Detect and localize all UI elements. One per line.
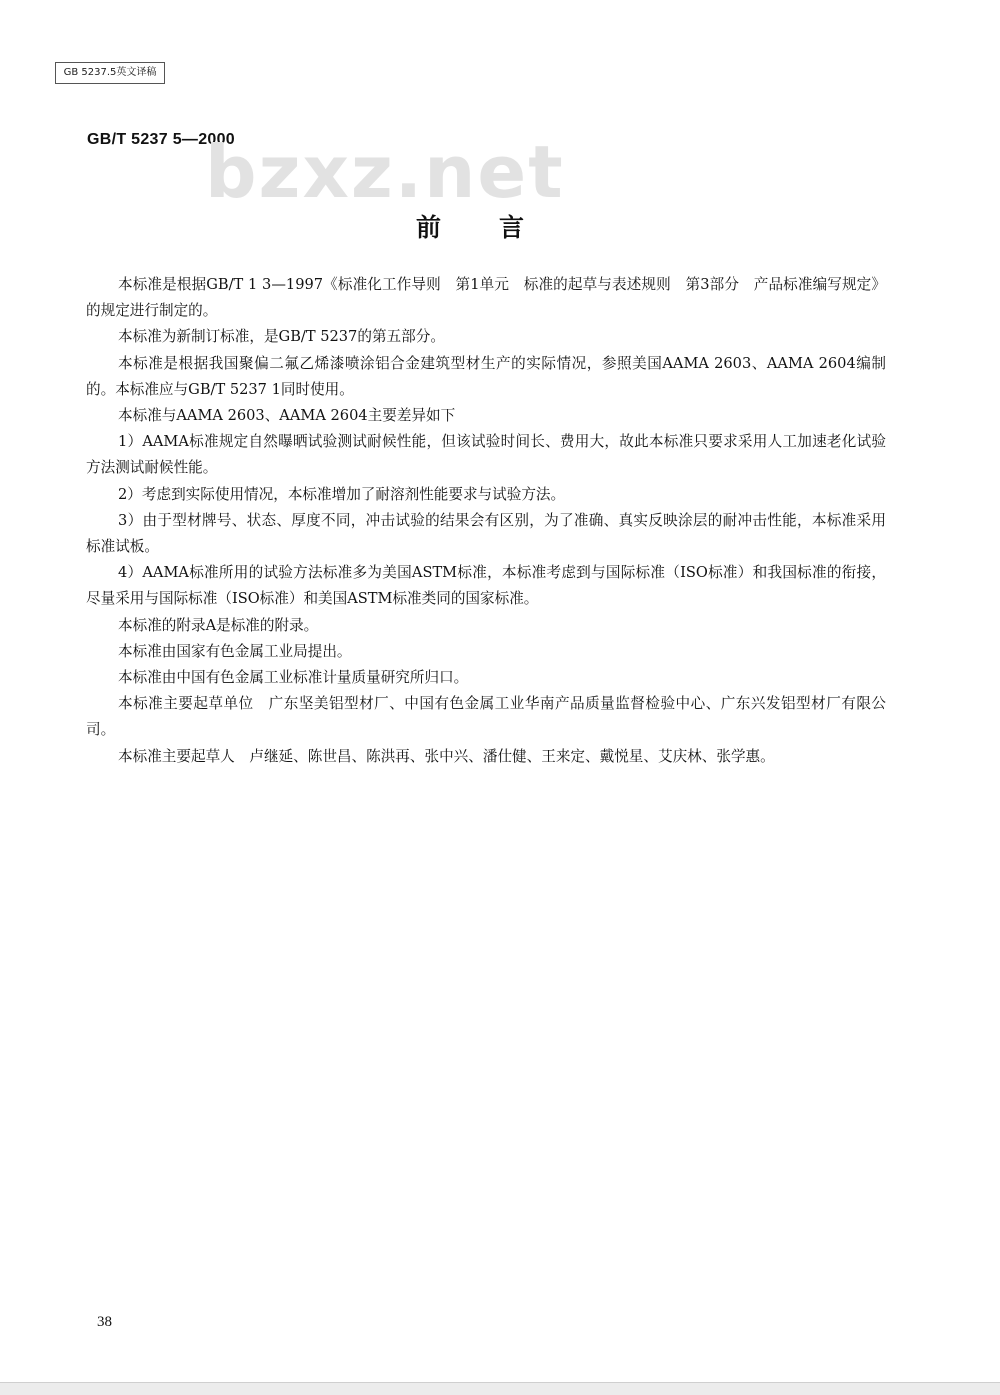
paragraph: 本标准由中国有色金属工业标准计量质量研究所归口。 <box>118 669 469 687</box>
document-tag: GB 5237.5英文译稿 <box>55 62 165 84</box>
paragraph: 本标准由国家有色金属工业局提出。 <box>118 642 352 660</box>
paragraph: 本标准是根据我国聚偏二氟乙烯漆喷涂铝合金建筑型材生产的实际情况，参照美国AAMA 2603、AAMA 2604编制的。本标准应与GB/T 5237 1同时使用。 <box>86 354 886 398</box>
standard-code: GB/T 5237 5—2000 <box>87 131 235 148</box>
document-body <box>86 272 886 770</box>
paragraph: 本标准主要起草单位 广东坚美铝型材厂、中国有色金属工业华南产品质量监督检验中心、广东兴发铝型材厂有限公司。 <box>86 695 886 739</box>
watermark: bzxz.net <box>205 130 565 214</box>
list-item: 3）由于型材牌号、状态、厚度不同，冲击试验的结果会有区别，为了准确、真实反映涂层的耐冲击性能，本标准采用标准试板。 <box>86 511 886 556</box>
paragraph: 本标准的附录A是标准的附录。 <box>118 616 319 634</box>
paragraph: 本标准是根据GB/T 1 3—1997《标准化工作导则 第1单元 标准的起草与表述规则 第3部分 产品标准编写规定》的规定进行制定的。 <box>86 276 886 320</box>
list-item: 2）考虑到实际使用情况，本标准增加了耐溶剂性能要求与试验方法。 <box>118 485 566 503</box>
paragraph: 本标准与AAMA 2603、AAMA 2604主要差异如下 <box>118 407 456 425</box>
paragraph: 本标准主要起草人 卢继延、陈世昌、陈洪再、张中兴、潘仕健、王来定、戴悦星、艾庆林、张学惠。 <box>118 747 775 765</box>
list-item: 4）AAMA标准所用的试验方法标准多为美国ASTM标准，本标准考虑到与国际标准（ISO标准）和我国标准的衔接，尽量采用与国际标准（ISO标准）和美国ASTM标准类同的国家标准。 <box>86 564 886 608</box>
paragraph: 本标准为新制订标准，是GB/T 5237的第五部分。 <box>118 328 445 346</box>
section-title: 前言 <box>416 213 583 242</box>
list-item: 1）AAMA标准规定自然曝晒试验测试耐候性能，但该试验时间长、费用大，故此本标准只要求采用人工加速老化试验方法测试耐候性能。 <box>86 433 886 477</box>
page-number: 38 <box>97 1314 112 1330</box>
